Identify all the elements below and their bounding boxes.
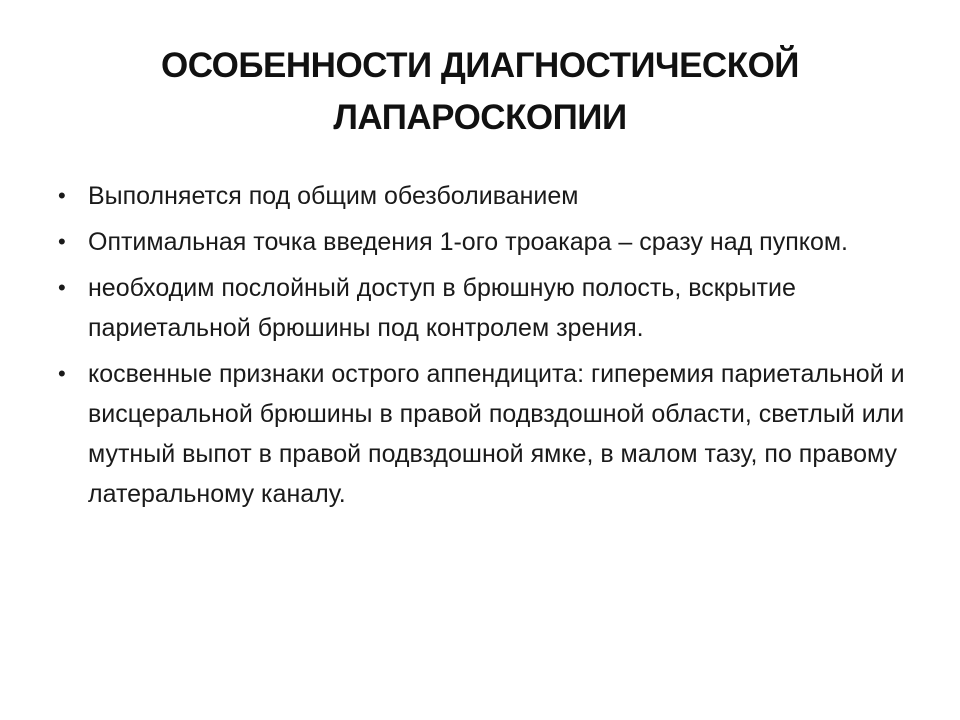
bullet-marker: • — [58, 275, 66, 300]
bullet-text: Оптимальная точка введения 1-ого троакара – сразу над пупком. — [88, 228, 848, 256]
bullet-text: косвенные признаки острого аппендицита: гиперемия париетальной и висцеральной брюшины в правой подвздошной области, светлый или мутный выпот в правой подвздошной ямке, в малом тазу, по правому латеральному каналу. — [88, 360, 905, 508]
bullet-marker: • — [58, 229, 66, 254]
bullet-item — [58, 354, 908, 514]
bullet-text: необходим послойный доступ в брюшную полость, вскрытие париетальной брюшины под контролем зрения. — [88, 274, 796, 342]
bullet-item — [58, 176, 908, 216]
bullet-list — [58, 176, 908, 520]
bullet-marker: • — [58, 183, 66, 208]
slide-title — [80, 40, 880, 144]
slide-title-line-2: ЛАПАРОСКОПИИ — [333, 98, 627, 137]
bullet-text: Выполняется под общим обезболиванием — [88, 182, 579, 210]
bullet-item — [58, 268, 908, 348]
bullet-marker: • — [58, 361, 66, 386]
slide-title-line-1: ОСОБЕННОСТИ ДИАГНОСТИЧЕСКОЙ — [161, 46, 799, 85]
bullet-item — [58, 222, 908, 262]
